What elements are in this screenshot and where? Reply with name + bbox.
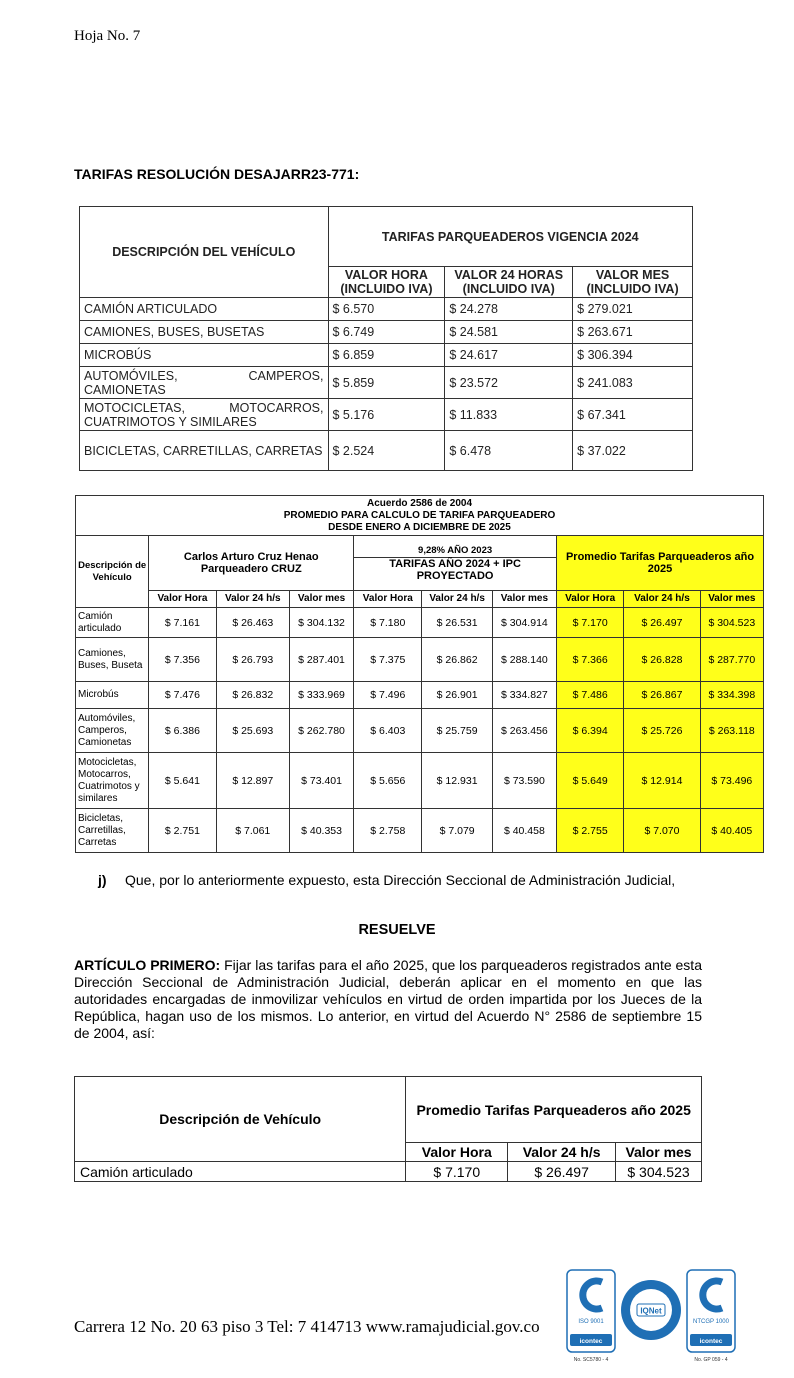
table2-cell-value: $ 40.353 (289, 809, 353, 853)
table2-cell-value: $ 25.726 (624, 709, 700, 753)
certification-logos (566, 1268, 736, 1364)
table2-cell-value: $ 26.793 (216, 638, 289, 682)
table2-cell-value: $ 334.827 (492, 682, 556, 709)
table2-cell-value: $ 7.070 (624, 809, 700, 853)
table3-cell-hour: $ 7.170 (406, 1162, 508, 1182)
table2-title-line1: Acuerdo 2586 de 2004 (366, 497, 473, 509)
table2-cell-value: $ 6.394 (557, 709, 624, 753)
table1-col-month: VALOR MES (INCLUIDO IVA) (573, 267, 693, 298)
table2-cell-value: $ 304.132 (289, 608, 353, 638)
table3-col-24h: Valor 24 h/s (508, 1143, 616, 1162)
article-first (74, 957, 702, 1042)
article-first-text: Fijar las tarifas para el año 2025, que los parqueaderos registrados ante esta Dirección Seccional de Administración Judicial, deberán aplicar en el momento en que las autoridades encargadas de inmovilizar vehículos en virtud de orden impartida por los Jueces de la República, hagan uso de los mismos. Lo anterior, en virtud del Acuerdo N° 2586 de septiembre 15 de 2004, así: (74, 957, 702, 1041)
ntcgp-1000-logo (687, 1270, 735, 1363)
table1-cell-hour: $ 6.859 (328, 344, 445, 367)
table2-cell-value: $ 40.458 (492, 809, 556, 853)
cert-number-1: No. SC5780 - 4 (573, 1357, 609, 1363)
table3-cell-desc: Camión articulado (75, 1162, 406, 1182)
icontec-label-2: icontec (699, 1338, 723, 1345)
table2-cell-value: $ 7.366 (557, 638, 624, 682)
table3-desc-header: Descripción de Vehículo (75, 1077, 406, 1162)
table3-col-month: Valor mes (616, 1143, 702, 1162)
table2-cell-value: $ 304.523 (700, 608, 763, 638)
table1-cell-month: $ 241.083 (573, 367, 693, 399)
table2-cell-value: $ 26.463 (216, 608, 289, 638)
table2-cell-value: $ 73.401 (289, 753, 353, 809)
table2-cell-value: $ 26.828 (624, 638, 700, 682)
iqnet-logo (621, 1280, 681, 1340)
table3-col-hour: Valor Hora (406, 1143, 508, 1162)
table2-group-ipc-line1: 9,28% AÑO 2023 (354, 545, 556, 558)
ntcgp-label: NTCGP 1000 (693, 1319, 729, 1325)
cert-number-2: No. GP 059 - 4 (694, 1357, 728, 1363)
table2-cell-value: $ 26.901 (422, 682, 492, 709)
table2-cell-value: $ 25.693 (216, 709, 289, 753)
table1-col-hour: VALOR HORA (INCLUIDO IVA) (328, 267, 445, 298)
table2-title-line2: PROMEDIO PARA CALCULO DE TARIFA PARQUEADERO (283, 509, 556, 521)
table2-cell-value: $ 7.180 (354, 608, 422, 638)
table2-subheader-hour: Valor Hora (354, 591, 422, 608)
table2-cell-value: $ 25.759 (422, 709, 492, 753)
table2-row (76, 638, 764, 682)
table1-cell-month: $ 263.671 (573, 321, 693, 344)
table2-cell-value: $ 26.862 (422, 638, 492, 682)
table2-cell-value: $ 7.161 (149, 608, 216, 638)
table2-cell-value: $ 7.476 (149, 682, 216, 709)
table2-cell-value: $ 287.401 (289, 638, 353, 682)
table2-cell-value: $ 2.755 (557, 809, 624, 853)
table2-cell-value: $ 2.758 (354, 809, 422, 853)
table2-row (76, 682, 764, 709)
table2-cell-value: $ 7.079 (422, 809, 492, 853)
average-tariffs-2025-table (75, 495, 764, 853)
iqnet-label: IQNet (640, 1306, 662, 1316)
table2-cell-value: $ 287.770 (700, 638, 763, 682)
table2-cell-value: $ 263.118 (700, 709, 763, 753)
table1-cell-month: $ 306.394 (573, 344, 693, 367)
table2-cell-value: $ 12.897 (216, 753, 289, 809)
tariffs-2024-table (79, 206, 693, 471)
table2-cell-value: $ 7.356 (149, 638, 216, 682)
table1-cell-month: $ 279.021 (573, 298, 693, 321)
table2-row (76, 753, 764, 809)
table2-cell-value: $ 7.170 (557, 608, 624, 638)
table2-cell-value: $ 5.656 (354, 753, 422, 809)
table2-cell-desc: Bicicletas, Carretillas, Carretas (76, 809, 149, 853)
table2-cell-value: $ 40.405 (700, 809, 763, 853)
table3-cell-24h: $ 26.497 (508, 1162, 616, 1182)
table2-cell-value: $ 26.832 (216, 682, 289, 709)
table2-title-line3: DESDE ENERO A DICIEMBRE DE 2025 (328, 521, 511, 533)
table2-subheader-month: Valor mes (492, 591, 556, 608)
table2-cell-value: $ 333.969 (289, 682, 353, 709)
table1-cell-24h: $ 24.581 (445, 321, 573, 344)
table3-group-header: Promedio Tarifas Parqueaderos año 2025 (406, 1077, 702, 1143)
table2-cell-value: $ 7.486 (557, 682, 624, 709)
clause-j-text: Que, por lo anteriormente expuesto, esta Dirección Seccional de Administración Judicial, (125, 872, 676, 888)
table1-cell-desc: CAMIÓN ARTICULADO (80, 298, 329, 321)
table1-cell-24h: $ 11.833 (445, 399, 573, 431)
table2-subheader-hour: Valor Hora (149, 591, 216, 608)
table1-cell-desc: AUTOMÓVILES, CAMPEROS, CAMIONETAS (80, 367, 329, 399)
table1-cell-desc: MICROBÚS (80, 344, 329, 367)
table1-cell-24h: $ 24.617 (445, 344, 573, 367)
iso-label: ISO 9001 (578, 1319, 604, 1325)
table2-cell-value: $ 6.403 (354, 709, 422, 753)
table1-cell-desc: MOTOCICLETAS, MOTOCARROS, CUATRIMOTOS Y SIMILARES (80, 399, 329, 431)
table1-cell-24h: $ 24.278 (445, 298, 573, 321)
table2-group-ipc-line2: TARIFAS AÑO 2024 + IPC PROYECTADO (389, 557, 521, 582)
table2-cell-desc: Microbús (76, 682, 149, 709)
table2-row (76, 608, 764, 638)
table1-col-24h: VALOR 24 HORAS (INCLUIDO IVA) (445, 267, 573, 298)
table2-cell-value: $ 334.398 (700, 682, 763, 709)
table1-cell-hour: $ 5.859 (328, 367, 445, 399)
table1-row (80, 367, 693, 399)
table2-cell-value: $ 73.496 (700, 753, 763, 809)
resuelve-heading: RESUELVE (358, 922, 436, 938)
table2-cell-value: $ 263.456 (492, 709, 556, 753)
table1-cell-desc: CAMIONES, BUSES, BUSETAS (80, 321, 329, 344)
table2-group-average: Promedio Tarifas Parqueaderos año 2025 (557, 536, 764, 591)
table2-cell-desc: Camiones, Buses, Buseta (76, 638, 149, 682)
iso-9001-logo (567, 1270, 615, 1363)
article-first-label: ARTÍCULO PRIMERO: (74, 957, 221, 973)
table2-subheader-hour: Valor Hora (557, 591, 624, 608)
table1-desc-header: DESCRIPCIÓN DEL VEHÍCULO (80, 207, 329, 298)
table2-cell-value: $ 304.914 (492, 608, 556, 638)
table1-cell-24h: $ 6.478 (445, 431, 573, 471)
table1-cell-hour: $ 2.524 (328, 431, 445, 471)
final-tariffs-table (74, 1076, 702, 1182)
table2-title (76, 496, 764, 536)
section-title: TARIFAS RESOLUCIÓN DESAJARR23-771: (74, 166, 360, 182)
clause-j (98, 872, 702, 889)
table2-cell-value: $ 7.496 (354, 682, 422, 709)
table2-cell-value: $ 7.061 (216, 809, 289, 853)
table2-cell-value: $ 262.780 (289, 709, 353, 753)
table2-cell-desc: Motocicletas, Motocarros, Cuatrimotos y similares (76, 753, 149, 809)
table2-cell-value: $ 6.386 (149, 709, 216, 753)
table3-cell-month: $ 304.523 (616, 1162, 702, 1182)
table1-row (80, 344, 693, 367)
table2-group-ipc (354, 536, 557, 591)
table2-cell-desc: Automóviles, Camperos, Camionetas (76, 709, 149, 753)
table1-group-header: TARIFAS PARQUEADEROS VIGENCIA 2024 (328, 207, 693, 267)
table1-cell-hour: $ 6.570 (328, 298, 445, 321)
table2-cell-value: $ 12.931 (422, 753, 492, 809)
table2-subheader-24h: Valor 24 h/s (422, 591, 492, 608)
table2-cell-value: $ 26.497 (624, 608, 700, 638)
table2-subheader-24h: Valor 24 h/s (216, 591, 289, 608)
table2-cell-value: $ 12.914 (624, 753, 700, 809)
table2-cell-desc: Camión articulado (76, 608, 149, 638)
table1-row (80, 431, 693, 471)
table2-cell-value: $ 26.867 (624, 682, 700, 709)
table2-cell-value: $ 5.649 (557, 753, 624, 809)
table2-cell-value: $ 5.641 (149, 753, 216, 809)
table2-cell-value: $ 73.590 (492, 753, 556, 809)
table2-cell-value: $ 288.140 (492, 638, 556, 682)
table1-row (80, 399, 693, 431)
clause-j-letter: j) (98, 872, 107, 888)
table1-cell-month: $ 67.341 (573, 399, 693, 431)
table3-row (75, 1162, 702, 1182)
table2-subheader-24h: Valor 24 h/s (624, 591, 700, 608)
table1-row (80, 321, 693, 344)
table1-row (80, 298, 693, 321)
table2-group-cruz: Carlos Arturo Cruz Henao Parqueadero CRUZ (149, 536, 354, 591)
table1-cell-desc: BICICLETAS, CARRETILLAS, CARRETAS (80, 431, 329, 471)
table1-cell-hour: $ 5.176 (328, 399, 445, 431)
table1-cell-month: $ 37.022 (573, 431, 693, 471)
table2-desc-header: Descripción de Vehículo (76, 536, 149, 608)
table2-subheader-month: Valor mes (289, 591, 353, 608)
table2-row (76, 809, 764, 853)
table2-cell-value: $ 26.531 (422, 608, 492, 638)
table1-cell-hour: $ 6.749 (328, 321, 445, 344)
table2-row (76, 709, 764, 753)
table1-cell-24h: $ 23.572 (445, 367, 573, 399)
icontec-label-1: icontec (579, 1338, 603, 1345)
footer-address: Carrera 12 No. 20 63 piso 3 Tel: 7 414713 www.ramajudicial.gov.co (74, 1317, 540, 1336)
table2-subheader-month: Valor mes (700, 591, 763, 608)
table2-cell-value: $ 2.751 (149, 809, 216, 853)
table2-cell-value: $ 7.375 (354, 638, 422, 682)
sheet-number: Hoja No. 7 (74, 28, 141, 44)
